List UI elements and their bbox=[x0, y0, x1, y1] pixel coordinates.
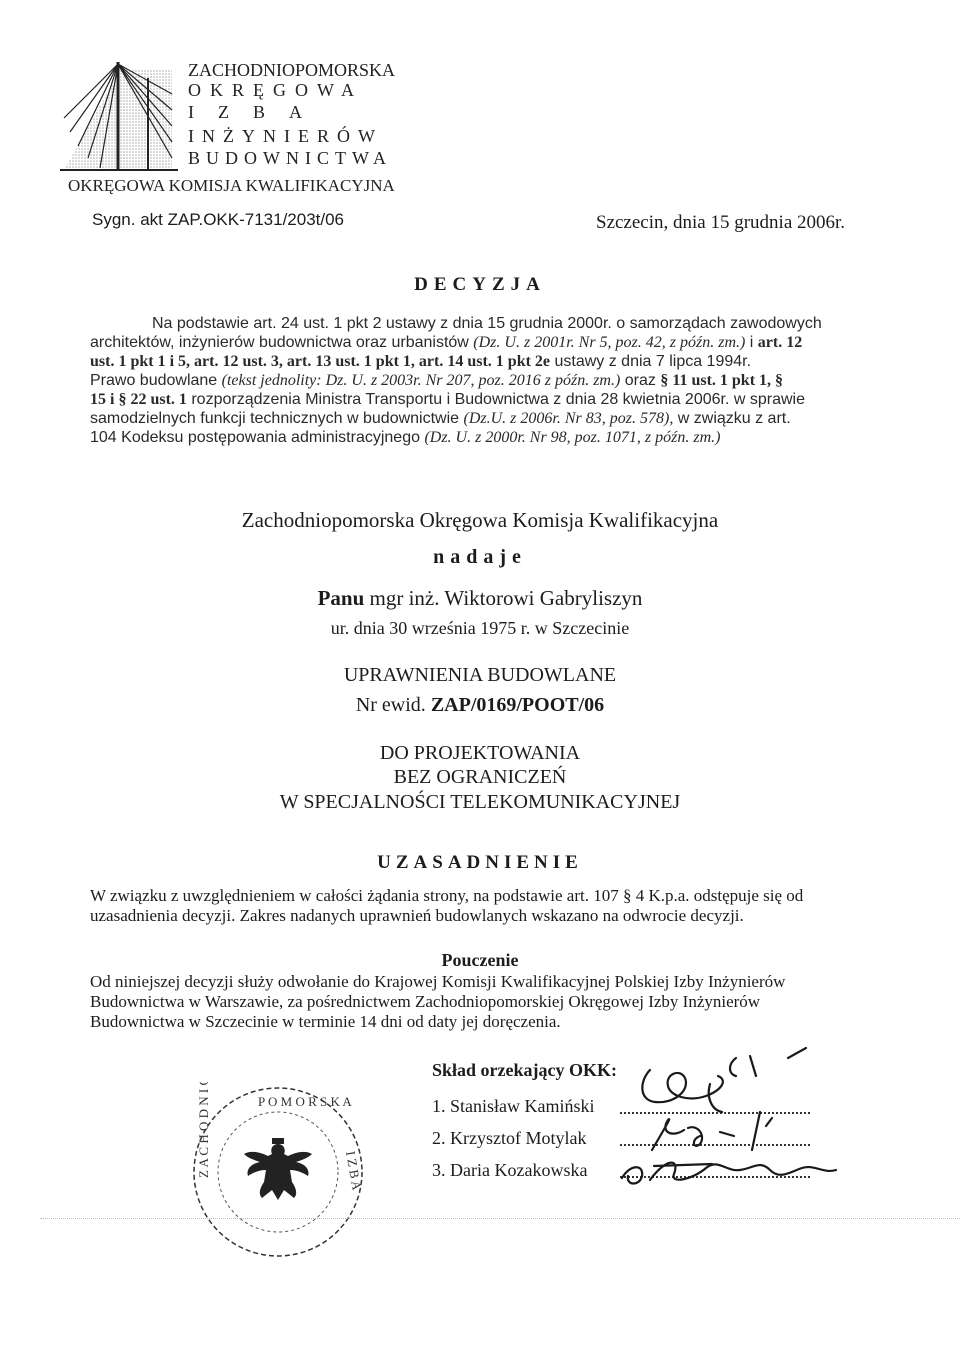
grant-verb: nadaje bbox=[433, 546, 527, 568]
birth-info: ur. dnia 30 września 1975 r. w Szczecinie bbox=[330, 618, 630, 638]
recipient-name: mgr inż. Wiktorowi Gabryliszyn bbox=[369, 586, 643, 610]
registration-line bbox=[0, 694, 960, 717]
permission-title: UPRAWNIENIA BUDOWLANE bbox=[343, 664, 617, 686]
legal-citation: (tekst jednolity: Dz. U. z 2003r. Nr 207, poz. 2016 z późn. zm.) bbox=[221, 372, 621, 389]
legal-basis-line: rozporządzenia Ministra Transportu i Budownictwa z dnia 28 kwietnia 2006r. w sprawie bbox=[186, 391, 805, 408]
instruction-title: Pouczenie bbox=[441, 950, 519, 970]
legal-basis-line: ustawy z dnia 7 lipca 1994r. bbox=[550, 353, 752, 370]
instruction-line: Budownictwa w Szczecinie w terminie 14 dni od daty jej doręczenia. bbox=[90, 1012, 561, 1031]
legal-article: ust. 1 pkt 1 i 5, art. 12 ust. 3, art. 13 ust. 1 pkt 1, art. 14 ust. 1 pkt 2e bbox=[90, 353, 551, 370]
place-and-date: Szczecin, dnia 15 grudnia 2006r. bbox=[596, 212, 846, 233]
registration-label: Nr ewid. bbox=[355, 694, 426, 716]
org-name-line4: INŻYNIERÓW bbox=[188, 126, 383, 146]
legal-article: art. 12 bbox=[757, 334, 803, 351]
legal-citation: (Dz. U. z 2000r. Nr 98, poz. 1071, z późn. zm.) bbox=[424, 429, 721, 446]
justification-line: W związku z uwzględnieniem w całości żądania strony, na podstawie art. 107 § 4 K.p.a. odstępuje się od bbox=[90, 886, 804, 905]
official-stamp bbox=[188, 1082, 368, 1262]
org-name-line1: ZACHODNIOPOMORSKA bbox=[188, 60, 396, 80]
committee-title: Skład orzekający OKK: bbox=[432, 1060, 617, 1080]
scan-artifact-line bbox=[40, 1218, 960, 1220]
recipient-prefix: Panu bbox=[317, 586, 365, 610]
legal-basis-line: architektów, inżynierów budownictwa oraz urbanistów bbox=[90, 334, 474, 351]
legal-basis bbox=[90, 314, 890, 447]
legal-article: § 11 ust. 1 pkt 1, § bbox=[660, 372, 784, 389]
org-name-line3: IZBA bbox=[188, 102, 326, 122]
case-reference: Sygn. akt ZAP.OKK-7131/203t/06 bbox=[92, 210, 345, 229]
eagle-stamp-icon bbox=[188, 1082, 368, 1262]
instruction-text bbox=[90, 972, 890, 1032]
svg-text:Z A C H O D N I O: Z A C H O D N I O bbox=[196, 1082, 211, 1178]
legal-basis-line: samodzielnych funkcji technicznych w budownictwie bbox=[90, 410, 464, 427]
org-name-line5: BUDOWNICTWA bbox=[188, 148, 392, 168]
instruction-line: Od niniejszej decyzji służy odwołanie do Krajowej Komisji Kwalifikacyjnej Polskiej Izby Inżynierów bbox=[90, 972, 786, 991]
recipient-line bbox=[0, 586, 960, 611]
legal-citation: (Dz. U. z 2001r. Nr 5, poz. 42, z późn. zm.) bbox=[473, 334, 746, 351]
instruction-line: Budownictwa w Warszawie, za pośrednictwem Zachodniopomorskiej Okręgowej Izby Inżynierów bbox=[90, 992, 761, 1011]
document-title: DECYZJA bbox=[414, 274, 546, 295]
committee-member: 2. Krzysztof Motylak bbox=[432, 1128, 587, 1148]
bridge-logo-icon bbox=[60, 58, 178, 176]
svg-text:I Z B A: I Z B A bbox=[343, 1149, 365, 1192]
legal-basis-line: Prawo budowlane bbox=[90, 372, 222, 389]
legal-basis-line: w związku z art. bbox=[673, 410, 791, 427]
signatures-icon bbox=[610, 1040, 870, 1190]
issuer-name: Zachodniopomorska Okręgowa Komisja Kwalifikacyjna bbox=[241, 508, 719, 532]
legal-basis-line: Na podstawie art. 24 ust. 1 pkt 2 ustawy z dnia 15 grudnia 2000r. o samorządach zawodowych bbox=[152, 315, 822, 332]
scope-line-3: W SPECJALNOŚCI TELEKOMUNIKACYJNEJ bbox=[279, 791, 681, 813]
committee-member: 1. Stanisław Kamiński bbox=[432, 1096, 595, 1116]
justification-text bbox=[90, 886, 890, 926]
legal-article: 15 i § 22 ust. 1 bbox=[90, 391, 187, 408]
legal-basis-line: 104 Kodeksu postępowania administracyjnego bbox=[90, 429, 425, 446]
commission-name: OKRĘGOWA KOMISJA KWALIFIKACYJNA bbox=[68, 176, 395, 195]
scope-line-2: BEZ OGRANICZEŃ bbox=[393, 766, 567, 788]
chamber-logo bbox=[60, 58, 178, 176]
registration-number: ZAP/0169/POOT/06 bbox=[430, 694, 605, 716]
committee-member: 3. Daria Kozakowska bbox=[432, 1160, 588, 1180]
scope-line-1: DO PROJEKTOWANIA bbox=[379, 742, 581, 764]
legal-citation: (Dz.U. z 2006r. Nr 83, poz. 578), bbox=[463, 410, 674, 427]
legal-basis-line: oraz bbox=[620, 372, 661, 389]
legal-basis-line: i bbox=[745, 334, 758, 351]
org-name-line2: OKRĘGOWA bbox=[188, 80, 363, 100]
justification-title: UZASADNIENIE bbox=[377, 852, 583, 873]
justification-line: uzasadnienia decyzji. Zakres nadanych uprawnień budowlanych wskazano na odwrocie decyzji. bbox=[90, 906, 744, 925]
svg-text:P O M O R S K A: P O M O R S K A bbox=[258, 1094, 352, 1109]
